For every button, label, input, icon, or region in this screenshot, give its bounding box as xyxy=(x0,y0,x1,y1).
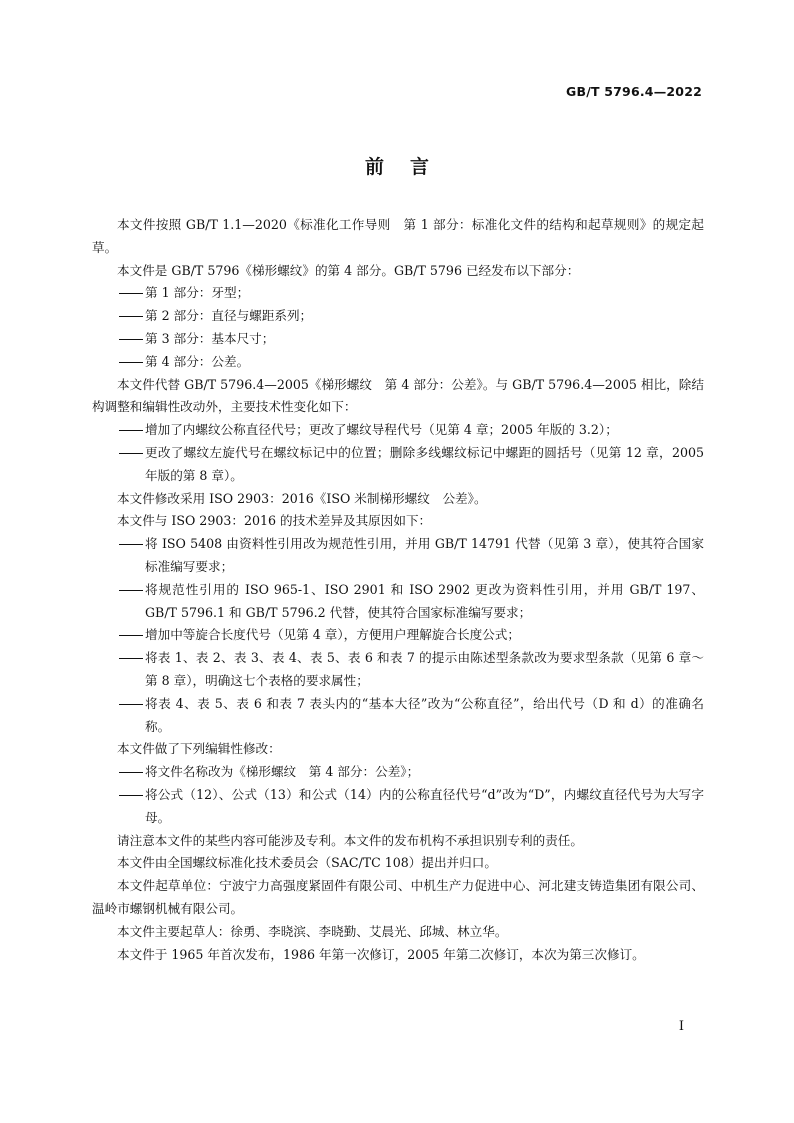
list-item-text: 将公式（12）、公式（13）和公式（14）内的公称直径代号“d”改为“D”，内螺纹直径代号为大写字母。 xyxy=(145,786,704,825)
list-item xyxy=(92,624,704,647)
paragraph: 本文件于 1965 年首次发布，1986 年第一次修订，2005 年第二次修订，本次为第三次修订。 xyxy=(117,946,645,962)
list-item-text: 第 2 部分：直径与螺距系列； xyxy=(145,308,313,324)
list-item xyxy=(92,305,704,328)
foreword-body xyxy=(92,214,704,966)
list-item xyxy=(92,533,704,579)
list-item-text: 增加中等旋合长度代号（见第 4 章），方便用户理解旋合长度公式； xyxy=(145,627,520,643)
paragraph: 本文件起草单位：宁波宁力高强度紧固件有限公司、中机生产力促进中心、河北建支铸造集团有限公司、温岭市螺钢机械有限公司。 xyxy=(92,878,704,916)
list-item-text: 将 ISO 5408 由资料性引用改为规范性引用，并用 GB/T 14791 代替（见第 3 章），使其符合国家标准编写要求； xyxy=(145,536,704,574)
list-item xyxy=(92,351,704,374)
paragraph: 本文件由全国螺纹标准化技术委员会（SAC/TC 108）提出并归口。 xyxy=(117,855,497,871)
paragraph: 本文件是 GB/T 5796《梯形螺纹》的第 4 部分。GB/T 5796 已经发布以下部分： xyxy=(117,262,580,278)
list-item xyxy=(92,761,704,784)
list-item-text: 将表 1、表 2、表 3、表 4、表 5、表 6 和表 7 的提示由陈述型条款改为要求型条款（见第 6 章～第 8 章），明确这七个表格的要求属性； xyxy=(145,650,704,688)
list-item-text: 更改了螺纹左旋代号在螺纹标记中的位置；删除多线螺纹标记中螺距的圆括号（见第 12 章，2005 年版的第 8 章）。 xyxy=(145,444,704,483)
list-item-text: 第 1 部分：牙型； xyxy=(145,285,250,301)
paragraph: 本文件代替 GB/T 5796.4—2005《梯形螺纹 第 4 部分：公差》。与 GB/T 5796.4—2005 相比，除结构调整和编辑性改动外，主要技术性变化如下： xyxy=(92,376,704,415)
standard-number: GB/T 5796.4—2022 xyxy=(566,84,702,99)
list-item xyxy=(92,282,704,305)
list-item-text: 将表 4、表 5、表 6 和表 7 表头内的“基本大径”改为“公称直径”，给出代号（D 和 d）的准确名称。 xyxy=(145,695,704,734)
list-item xyxy=(92,442,704,488)
paragraph: 本文件与 ISO 2903：2016 的技术差异及其原因如下： xyxy=(117,513,432,529)
list-item xyxy=(92,693,704,739)
list-item-text: 第 4 部分：公差。 xyxy=(145,353,250,369)
paragraph: 本文件按照 GB/T 1.1—2020《标准化工作导则 第 1 部分：标准化文件的结构和起草规则》的规定起草。 xyxy=(92,217,704,255)
page-number: I xyxy=(678,1019,684,1034)
list-item-text: 增加了内螺纹公称直径代号；更改了螺纹导程代号（见第 4 章；2005 年版的 3.2）； xyxy=(145,422,618,438)
paragraph: 本文件修改采用 ISO 2903：2016《ISO 米制梯形螺纹 公差》。 xyxy=(117,490,487,506)
page-title: 前言 xyxy=(364,156,455,178)
list-item-text: 第 3 部分：基本尺寸； xyxy=(145,330,275,346)
list-item xyxy=(92,328,704,351)
list-item-text: 将规范性引用的 ISO 965-1、ISO 2901 和 ISO 2902 更改为资料性引用，并用 GB/T 197、GB/T 5796.1 和 GB/T 5796.2 代替，使其符合国家标准编写要求； xyxy=(145,581,704,620)
list-item xyxy=(92,647,704,693)
list-item-text: 将文件名称改为《梯形螺纹 第 4 部分：公差》； xyxy=(145,764,420,780)
list-item xyxy=(92,579,704,625)
paragraph: 请注意本文件的某些内容可能涉及专利。本文件的发布机构不承担识别专利的责任。 xyxy=(117,832,583,848)
list-item xyxy=(92,419,704,442)
paragraph: 本文件主要起草人：徐勇、李晓滨、李晓勤、艾晨光、邱城、林立华。 xyxy=(117,923,508,939)
paragraph: 本文件做了下列编辑性修改： xyxy=(117,741,281,757)
list-item xyxy=(92,784,704,830)
